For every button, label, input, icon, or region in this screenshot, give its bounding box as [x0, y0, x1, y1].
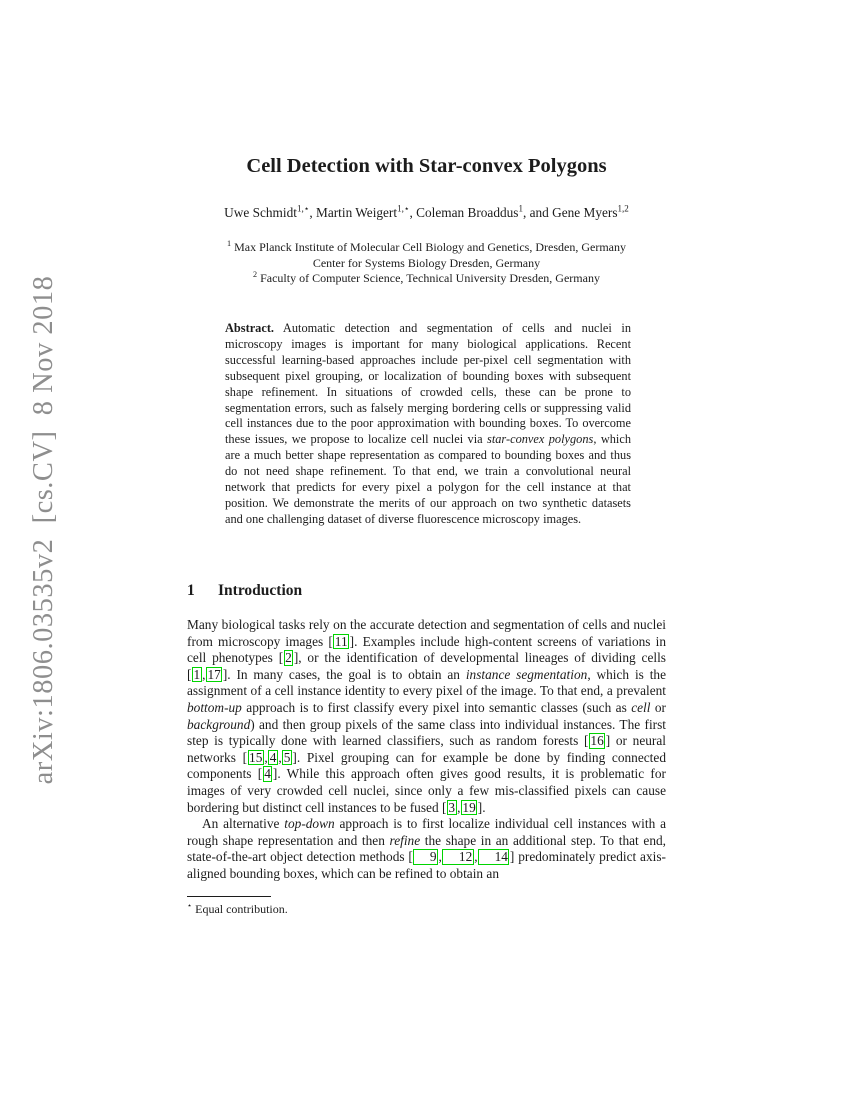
emphasized-text: top-down [284, 816, 335, 832]
affiliation-line: $^1$ Max Planck Institute of Molecular Cell Biology and Genetics, Dresden, Germany [227, 239, 626, 254]
abstract-label: Abstract. [225, 321, 275, 335]
affiliation-number: 1 [227, 239, 232, 248]
footnote-marker: ⋆ [187, 901, 193, 910]
emphasized-text: refine [389, 832, 421, 848]
affiliation-number: 2 [253, 270, 258, 280]
citation-link[interactable]: 16 [590, 733, 604, 749]
footnote-rule [187, 896, 271, 897]
author-line: Uwe Schmidt$^{1,⋆}$, Martin Weigert$^{1,⋆}$, Coleman Broaddus$^1$, and Gene Myers$^{1,2}$ [224, 203, 629, 220]
citation-group: [ 4 ] [257, 766, 278, 782]
citation-group: [ 11 ] [328, 633, 355, 649]
citation-link[interactable]: 19 [462, 799, 476, 815]
arxiv-watermark: arXiv:1806.03535v2 [cs.CV] 8 Nov 2018 [28, 275, 59, 785]
section-number: 1 [187, 582, 195, 599]
citation-link[interactable]: 17 [207, 666, 221, 682]
abstract-text: Automatic detection and segmentation of cells and nuclei in microscopy images is important for many biological applications. Recent successful learning-based approaches include per-pixel cell segmentation with subsequent pixel grouping, or localization of bounding boxes with subsequent shape refinement. In situations of crowded cells, these can be prone to segmentation errors, such as falsely merging bordering cells or suppressing valid cell instances due to the poor approximation with bounding boxes. To overcome these issues, we propose to localize cell nuclei via star-convex polygons, which are a much better shape representation as compared to bounding boxes and thus do not need shape refinement. To that end, we train a convolutional neural network that predicts for every pixel a polygon for the cell instance at that position. We demonstrate the merits of our approach on two synthetic datasets and one challenging dataset of diverse fluorescence microscopy images. [225, 321, 631, 526]
body-text [187, 617, 666, 883]
footnote-label: Equal contribution. [195, 902, 288, 916]
citation-link[interactable]: 12 [442, 849, 473, 864]
citation-link[interactable]: 1 [193, 666, 201, 682]
section-heading [187, 582, 302, 600]
affiliation-line: $^2$ Faculty of Computer Science, Technical University Dresden, Germany [253, 270, 600, 286]
citation-link[interactable]: 9 [413, 849, 438, 864]
emphasized-text: bottom-up [187, 699, 242, 715]
body-paragraph: Many biological tasks rely on the accurate detection and segmentation of cells and nuclei from microscopy images [ 11 ]. Examples include high-content screens of variations in cell phenotypes [ 2 ], or the identification of developmental lineages of dividing cells [ 1 , 17 ]. In many cases, the goal is to obtain an instance segmentation, which is the assignment of a cell instance identity to every pixel of the image. To that end, a prevalent bottom-up approach is to first classify every pixel into semantic classes (such as cell or background) and then group pixels of the same class into individual instances. The first step is typically done with learned classifiers, such as random forests [ 16 ] or neural networks [ 15 , 4 , 5 ]. Pixel grouping can for example be done by finding connected components [ 4 ]. While this approach often gives good results, it is problematic for images of very crowded cell nuclei, since only a few mis-classified pixels can cause bordering but distinct cell instances to be fused [ 3 , 19 ]. [187, 617, 667, 815]
section-title: Introduction [218, 582, 303, 599]
footnote-text [187, 902, 666, 917]
affiliation-line: Center for Systems Biology Dresden, Germany [312, 255, 541, 270]
paper-title: Cell Detection with Star-convex Polygons [246, 155, 607, 177]
author-affiliation-superscript: 1 [518, 203, 523, 214]
citation-link[interactable]: 4 [264, 766, 271, 782]
emphasized-text: background [187, 716, 251, 732]
citation-group: [ 9 , 12 , 14 ] [408, 849, 515, 865]
citation-group: [ 1 , 17 ] [187, 666, 228, 682]
citation-group: [ 16 ] [583, 733, 611, 749]
citation-link[interactable]: 3 [448, 799, 456, 815]
emphasized-text: instance segmentation [465, 666, 588, 682]
emphasized-text: cell [631, 699, 651, 715]
body-paragraph: An alternative top-down approach is to first localize individual cell instances with a rough shape representation and then refine the shape in an additional step. To that end, state-of-the-art object detection methods [ 9 , 12 , 14 ] predominately predict axis-aligned bounding boxes, which can be refined to obtain an [187, 816, 666, 881]
author-affiliation-superscript: 1,⋆ [296, 203, 310, 214]
citation-link[interactable]: 5 [283, 749, 291, 765]
citation-group: [ 2 ] [278, 650, 299, 666]
citation-link[interactable]: 4 [269, 749, 277, 765]
citation-group: [ 15 , 4 , 5 ] [242, 749, 297, 765]
citation-link[interactable]: 14 [478, 849, 509, 864]
author-affiliation-superscript: 1,⋆ [397, 203, 410, 214]
citation-link[interactable]: 15 [249, 749, 263, 765]
author-affiliation-superscript: 1,2 [617, 203, 629, 214]
citation-link[interactable]: 11 [334, 633, 348, 649]
paper-content [187, 0, 666, 1100]
citation-group: [ 3 , 19 ] [441, 799, 483, 815]
footnote [187, 896, 666, 917]
citation-link[interactable]: 2 [285, 650, 292, 666]
emphasized-text: star-convex polygons [487, 432, 594, 447]
abstract [225, 321, 631, 528]
affiliations [187, 240, 666, 287]
